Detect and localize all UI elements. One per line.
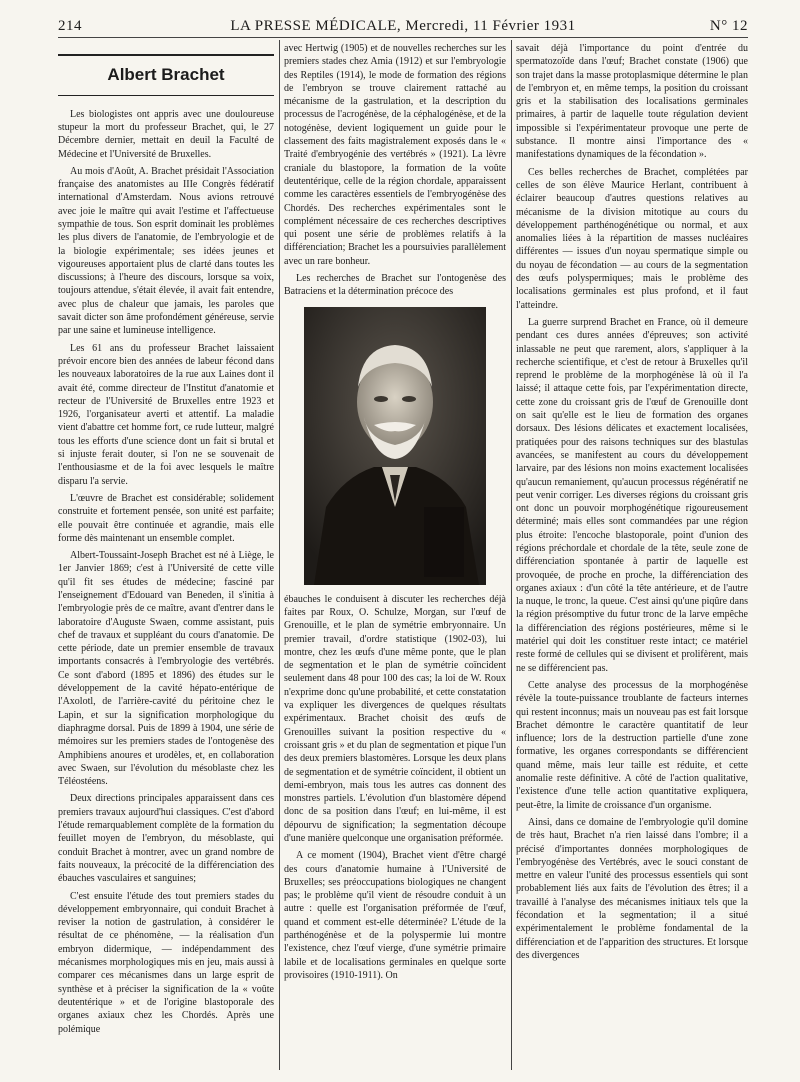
paragraph: Ainsi, dans ce domaine de l'embryologie qu'il domine de très haut, Brachet n'a rien laissé dans l'ombre; il a précisé d'importantes données morphologiques de l'embryogénèse des Vertébrés, avec le souci constant de mettre en valeur l'unité des processus essentiels qui sont probablement liés aux faits de l'évolution des êtres; il a travaillé à l'analyse des mécanismes initiaux tels que la fécondation et la segmentation; il a situé expérimentalement le problème fondamental de la différenciation et de l'apparition des structures. Et lorsque des divergences: [516, 816, 748, 961]
article-title: Albert Brachet: [58, 54, 274, 96]
masthead: LA PRESSE MÉDICALE, Mercredi, 11 Février 1931: [230, 18, 576, 34]
paragraph: La guerre surprend Brachet en France, où il demeure pendant ces dures années d'épreuves; son activité inlassable ne peut que rarement, alors, s'appliquer à la recherche scientifique, et c'est de retour à Bruxelles qu'il reprend le problème de la morphogénèse là où il l'a laissé; il attaque cette fois, par l'expérimentation directe, cette zone du croissant gris de l'œuf de Grenouille dont on sait qu'elle est le lieu de formation des organes dorsaux. Des lésions délicates et exactement localisées, pratiquées pour des raisons techniques sur des blastulas avancées, se manifestent au cours du développement larvaire, par des lésions non moins exactement localisées qu'aucun remaniement, qu'aucun processus régénératif ne peut venir corriger. Les diverses régions du croissant gris ont donc un pouvoir morphogénétique rigoureusement déterminé; mais elles sont commandées par une région plus étroite: l'encoche blastoporale, point d'union des régions préchordale et chordale de la tête, seule zone de différenciation spontanée à partir de laquelle est provoquée, de proche en proche, la différenciation des organes axiaux : d'un côté la tête antérieure, et de l'autre la nuque, le tronc, la queue. C'est ainsi qu'une piqûre dans la région présomptive du futur tronc de la larve empêche la différenciation des régions postérieures, même si le matériel qui doit les constituer reste intact; ce matériel reste formé de cellules qui se divisent et prolifèrent, mais ne se différencient pas.: [516, 316, 748, 674]
issue-number: N° 12: [709, 18, 748, 34]
paragraph: Deux directions principales apparaissent dans ces premiers travaux aujourd'hui classiques. C'est d'abord l'étude remarquablement complète de la formation du feuillet moyen de l'embryon, du mésoblaste, qui conduit Brachet à montrer, avec un grand nombre de faits nouveaux, la précocité de la différenciation des ébauches vasculaires et sanguines;: [58, 793, 274, 885]
portrait-photo: [304, 307, 486, 585]
paragraph: avec Hertwig (1905) et de nouvelles recherches sur les premiers stades chez Amia (1912) et sur l'embryologie des Reptiles (1914), le mode de formation des régions de l'embryon se trouve clairement rattaché au mécanisme de la gastrulation, et la description du processus de l'acrogénèse, de la céphalogénèse, et de la notogénèse, devient logiquement un guide pour le classement des faits magistralement exposés dans le « Traité d'embryogénie des vertébrés » (1921). La lèvre craniale du blastopore, la formation de la voûte deutentérique, celle de la région chordale, apparaissent comme les caractères essentiels de l'embryogénèse des Chordés. Des recherches expérimentales sont le complément nécessaire de ces recherches descriptives qui posent une série de problèmes relatifs à la différenciation; Brachet les a poursuivies parallèlement avec un rare bonheur.: [284, 43, 506, 267]
paragraph: Ces belles recherches de Brachet, complétées par celles de son élève Maurice Herlant, contribuent à éclairer beaucoup d'autres questions relatives au mécanisme de la division mitotique au cours du développement parthénogénétique ou normal, et aux anomalies liées à la répartition de masses nucléaires différentes — issues d'un noyau spermatique simple ou du noyau de fécondation — au cours de la segmentation des œufs polyspermiques; mais le problème des localisations germinales est plus profond, et il faut l'atteindre.: [516, 166, 748, 311]
running-header: [58, 14, 748, 38]
paragraph: Cette analyse des processus de la morphogénèse révèle la toute-puissance troublante de facteurs internes qui restent inconnus; mais un nouveau pas est fait lorsque Brachet démontre le caractère quantitatif de leur influence; lors de la destruction partielle d'une zone formative, les organes correspondants se différencient quand même, mais leur taille est réduite, et cette anomalie reste définitive. A côté de l'action qualitative, l'existence d'une telle action quantitative expliquera, peut-être, la limite de croissance d'un organisme.: [516, 679, 748, 811]
page-number: 214: [58, 18, 82, 34]
column-2: [284, 42, 506, 1068]
paragraph: ébauches le conduisent à discuter les recherches déjà faites par Roux, O. Schulze, Morgan, sur l'œuf de Grenouille, et le plan de symétrie embryonnaire. Un premier travail, d'ordre statistique (1902-03), lui montre, chez les œufs d'une même ponte, que le plan de segmentation et le plan de symétrie coïncident seulement dans 48 pour 100 des cas; la loi de W. Roux n'exprime donc qu'une probabilité, et cette constatation va expliquer les divergences de quelques résultats expérimentaux. Brachet choisit des œufs de Grenouilles suivant la position respective du « croissant gris » et du plan de segmentation et pique l'un des deux premiers blastomères. Lorsque les deux plans de segmentation et de symétrie coïncident, il obtient un demi-embryon, mais tous les autres cas donnent des monstres partiels. L'évolution d'un blastomère dépend donc de sa position dans l'œuf; en lui-même, il est dépourvu de signification; la segmentation découpe d'une manière quelconque une organisation préformée.: [284, 593, 506, 844]
column-divider: [279, 40, 280, 1070]
column-3: [516, 42, 748, 1068]
paragraph: Au mois d'Août, A. Brachet présidait l'Association française des anatomistes au IIIe Congrès fédératif international d'Amsterdam. Nous avions retrouvé avec joie le maître qui avait l'estime et l'affectueuse sympathie de tous. Son esprit dominait les problèmes les plus divers de l'anatomie, de l'embryologie et de la biologie expérimentale; ses idées jeunes et vigoureuses apportaient plus de clarté dans toutes les discussions; à l'heure des discours, lorsque sa voix, toujours attendue, s'était élevée, il avait fait entendre, avec plus de chaleur que jamais, les paroles que savait dicter son âme profondément généreuse, servie par une saine et lumineuse intelligence.: [58, 165, 274, 337]
portrait-figure: [304, 307, 486, 585]
paragraph: L'œuvre de Brachet est considérable; solidement construite et fortement pensée, son unité est parfaite; elle pouvait être continuée et agrandie, mais elle forme dès maintenant un ensemble complet.: [58, 492, 274, 544]
column-1: [58, 42, 274, 1068]
paragraph: savait déjà l'importance du point d'entrée du spermatozoïde dans l'œuf; Brachet constate (1906) que son trajet dans la masse protoplasmique détermine le plan de l'embryon et, en même temps, la position du croissant gris et la stabilisation des localisations germinales primaires, à partir de laquelle toute régulation devient impossible si l'expérimentateur provoque une perte de substance. Il montre ainsi l'importance des « manifestations dynamiques de la fécondation ».: [516, 43, 748, 161]
paragraph: Les 61 ans du professeur Brachet laissaient prévoir encore bien des années de labeur fécond dans les nouveaux laboratoires de la rue aux Laines dont il avait été, comme directeur de l'Institut d'anatomie et recteur de l'Université de Bruxelles entre 1923 et 1926, l'organisateur averti et attentif. La maladie vient d'abattre cet homme fort, ce rude lutteur, malgré tous les efforts d'une science dont un fait si brutal et si injuste ferait douter, si l'on ne se souvenait de l'enthousiasme et de la foi avec lesquels le maître disparu l'a servie.: [58, 342, 274, 487]
paragraph: Albert-Toussaint-Joseph Brachet est né à Liège, le 1er Janvier 1869; c'est à l'Université de cette ville qu'il fit ses études de médecine; fasciné par l'enseignement d'Edouard van Beneden, il s'initia à l'embryologie près de ce maître, avant d'entrer dans le laboratoire d'Auguste Swaen, comme assistant, puis chef de travaux et suppléant du cours d'anatomie. De cette période, date un premier ensemble de travaux importants consacrés à l'embryologie des vertébrés. Ce sont d'abord (1895 et 1896) des études sur le développement de la cavité hépato-entérique de l'Axolotl, de l'arrière-cavité du péritoine chez le Lapin, et sur la signification morphologique du diaphragme dorsal. Puis de 1899 à 1904, une série de mémoires sur les premiers stades de l'ontogenèse des Amphibiens anoures et urodèles, et, en collaboration avec Swaen, sur l'évolution du mésoblaste chez les Téléostéens.: [58, 550, 274, 788]
column-divider: [511, 40, 512, 1070]
paragraph: Les biologistes ont appris avec une douloureuse stupeur la mort du professeur Brachet, qui, le 27 Décembre dernier, mettait en deuil la Faculté de Médecine et l'Université de Bruxelles.: [58, 108, 274, 160]
paragraph: A ce moment (1904), Brachet vient d'être chargé des cours d'anatomie humaine à l'Université de Bruxelles; ses préoccupations biologiques ne changent pas; le problème qu'il vient de résoudre conduit à un autre : quelle est l'organisation préformée de l'œuf, quand et comment est-elle déterminée? L'étude de la parthénogénèse et de la polyspermie lui montre l'existence, chez l'œuf vierge, d'une symétrie primaire labile et de localisations germinales en quelque sorte provisoires (1910-1911). On: [284, 850, 506, 981]
header-rule: [58, 37, 748, 38]
paragraph: Les recherches de Brachet sur l'ontogenèse des Batraciens et la détermination précoce des: [284, 273, 506, 298]
paragraph: C'est ensuite l'étude des tout premiers stades du développement embryonnaire, qui conduit Brachet à reviser la notion de gastrulation, à considérer le résultat de ce phénomène, — la réalisation d'un embryon didermique, — indépendamment des mécanismes morphologiques mis en jeu, mais aussi à comparer ces mécanismes dans un large esprit de synthèse et à préciser la signification de la « voûte deutentérique » et de l'origine blastoporale des organes axiaux chez les Chordés. Après une polémique: [58, 890, 274, 1035]
